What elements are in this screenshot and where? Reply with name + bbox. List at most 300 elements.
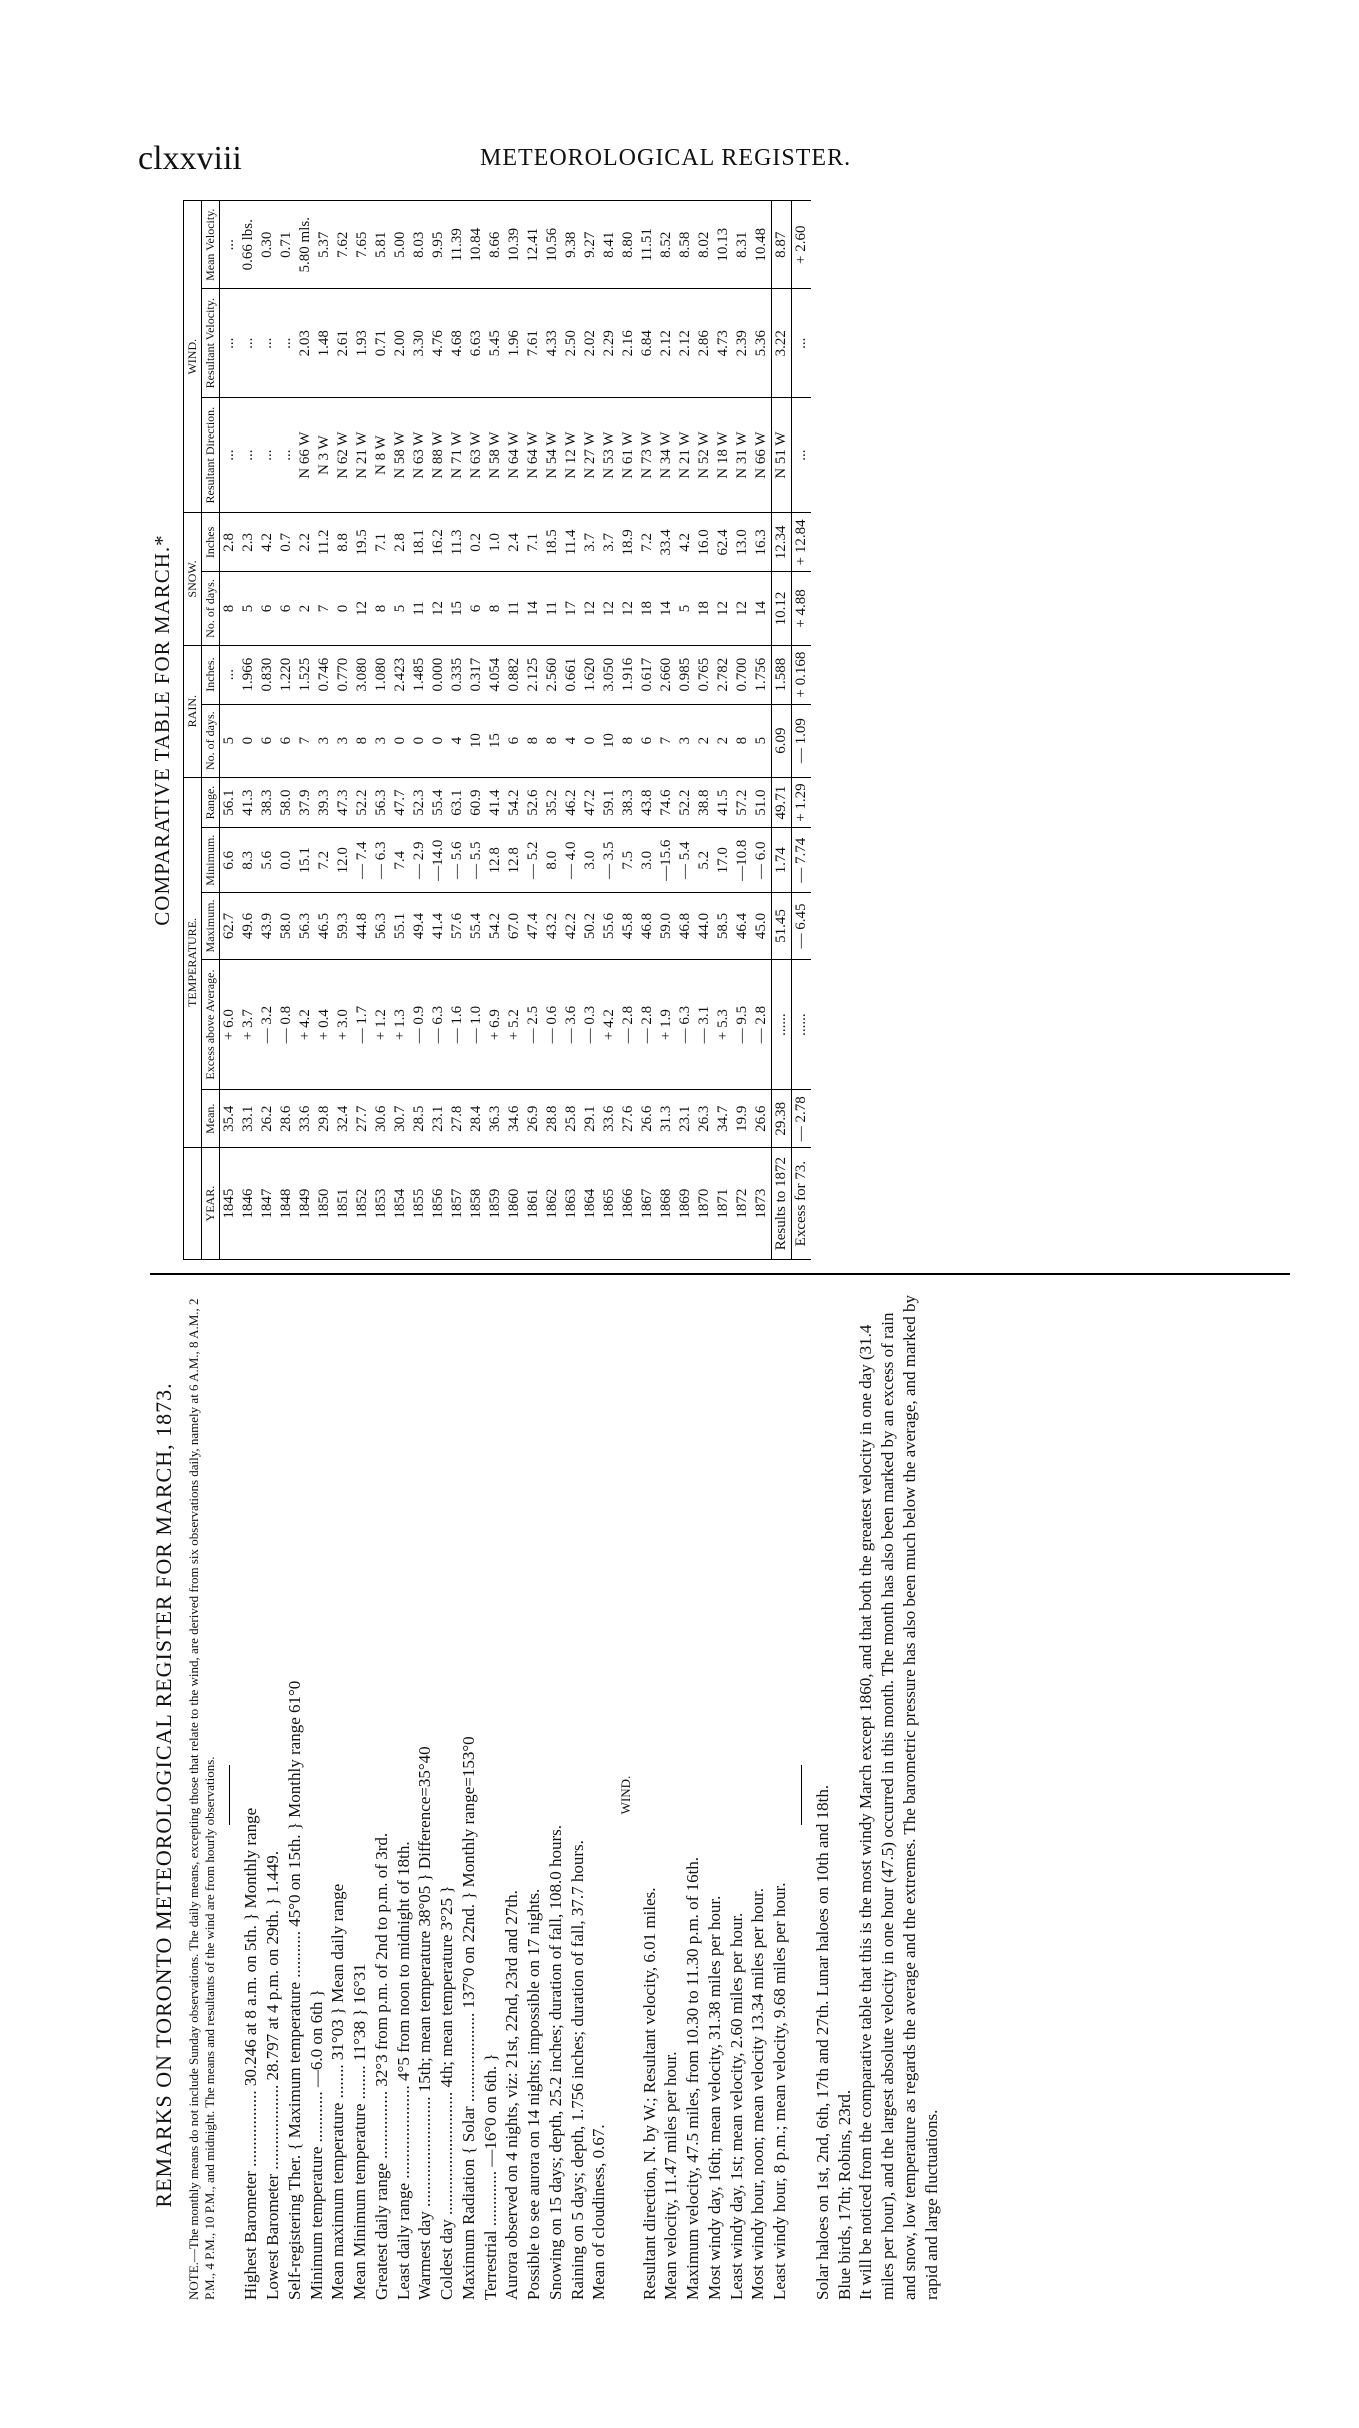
table-cell: ...... (772, 959, 792, 1089)
table-cell: 19.9 (733, 1090, 752, 1148)
table-cell: N 31 W (733, 397, 752, 512)
table-cell: 28.5 (410, 1090, 429, 1148)
table-cell: N 54 W (543, 397, 562, 512)
table-cell: 1854 (391, 1148, 410, 1260)
table-cell: 1852 (353, 1148, 372, 1260)
table-cell: 52.2 (353, 777, 372, 828)
table-cell: 29.1 (581, 1090, 600, 1148)
table-cell: 56.3 (372, 893, 391, 960)
table-cell: 11.39 (448, 201, 467, 289)
table-row (581, 201, 600, 1260)
table-cell: + 2.60 (792, 201, 812, 289)
table-cell: 5.81 (372, 201, 391, 289)
table-cell: 63.1 (448, 777, 467, 828)
table-cell: — 2.8 (752, 959, 772, 1089)
table-cell: 14 (752, 572, 772, 645)
table-cell: 0 (429, 704, 448, 777)
table-cell: 5 (239, 572, 258, 645)
table-cell: 1870 (695, 1148, 714, 1260)
table-cell: — 2.78 (792, 1090, 812, 1148)
comparative-section (150, 200, 1290, 1260)
table-cell: 1857 (448, 1148, 467, 1260)
column-header: Minimum. (202, 828, 220, 893)
table-cell: — 7.4 (353, 828, 372, 893)
group-header (184, 1148, 202, 1260)
table-row (239, 201, 258, 1260)
table-cell: 4.2 (258, 513, 277, 572)
divider (801, 1765, 802, 1825)
table-cell: 46.5 (315, 893, 334, 960)
table-cell: 3.7 (581, 513, 600, 572)
table-cell: 10.48 (752, 201, 772, 289)
table-cell: 26.2 (258, 1090, 277, 1148)
table-cell: 47.2 (581, 777, 600, 828)
table-cell: 2.03 (296, 289, 315, 397)
table-cell: 2 (296, 572, 315, 645)
summary-row (772, 201, 792, 1260)
table-cell: 0 (239, 704, 258, 777)
table-cell: + 1.29 (792, 777, 812, 828)
table-cell: 38.3 (619, 777, 638, 828)
table-cell: 5.2 (695, 828, 714, 893)
table-cell: + 6.0 (220, 959, 240, 1089)
table-row (657, 201, 676, 1260)
table-cell: 11 (410, 572, 429, 645)
table-cell: 3.22 (772, 289, 792, 397)
table-cell: 1.96 (505, 289, 524, 397)
table-cell: 1866 (619, 1148, 638, 1260)
table-cell: 2.2 (296, 513, 315, 572)
table-cell: 29.8 (315, 1090, 334, 1148)
table-cell: ... (277, 397, 296, 512)
table-cell: — 2.5 (524, 959, 543, 1089)
table-cell: N 64 W (505, 397, 524, 512)
table-cell: 8.87 (772, 201, 792, 289)
table-cell: — 3.1 (695, 959, 714, 1089)
table-cell: 52.3 (410, 777, 429, 828)
table-cell: 28.8 (543, 1090, 562, 1148)
table-cell: 29.38 (772, 1090, 792, 1148)
table-cell: 12 (581, 572, 600, 645)
table-cell: 12.0 (334, 828, 353, 893)
table-cell: ... (258, 397, 277, 512)
table-cell: 3.30 (410, 289, 429, 397)
table-cell: 6 (467, 572, 486, 645)
table-row (467, 201, 486, 1260)
table-cell: 45.0 (752, 893, 772, 960)
table-cell: 2.782 (714, 645, 733, 704)
table-row (676, 201, 695, 1260)
table-cell: 1872 (733, 1148, 752, 1260)
remark-line: Aurora observed on 4 nights, viz: 21st, 22nd, 23rd and 27th. (502, 1890, 522, 2300)
table-cell: 56.3 (372, 777, 391, 828)
table-cell: 6 (258, 572, 277, 645)
table-cell: — 6.3 (676, 959, 695, 1089)
table-cell: 2.4 (505, 513, 524, 572)
column-header: Mean Velocity. (202, 201, 220, 289)
table-cell: 58.0 (277, 777, 296, 828)
closing-paragraph: Solar haloes on 1st, 2nd, 6th, 17th and 27th. Lunar haloes on 10th and 18th. (812, 1784, 832, 2300)
table-cell: 10.56 (543, 201, 562, 289)
table-cell: 15 (448, 572, 467, 645)
table-cell: — 0.9 (410, 959, 429, 1089)
table-cell: 2.3 (239, 513, 258, 572)
table-cell: — 0.6 (543, 959, 562, 1089)
table-cell: — 6.0 (752, 828, 772, 893)
table-cell: 1.620 (581, 645, 600, 704)
table-cell: 3.0 (638, 828, 657, 893)
table-cell: 55.6 (600, 893, 619, 960)
table-cell: 1867 (638, 1148, 657, 1260)
table-cell: 46.2 (562, 777, 581, 828)
table-cell: 6 (277, 704, 296, 777)
table-cell: 1871 (714, 1148, 733, 1260)
table-cell: 18.5 (543, 513, 562, 572)
comparative-title: COMPARATIVE TABLE FOR MARCH.* (150, 534, 174, 926)
table-cell: 58.5 (714, 893, 733, 960)
wind-lines (639, 1290, 791, 2300)
table-cell: 1869 (676, 1148, 695, 1260)
column-divider (150, 1273, 1290, 1275)
remark-line: Possible to see aurora on 14 nights; impossible on 17 nights. (524, 1888, 544, 2300)
table-cell: 0.30 (258, 201, 277, 289)
table-cell: 27.8 (448, 1090, 467, 1148)
table-cell: ... (220, 201, 240, 289)
table-cell: 4.76 (429, 289, 448, 397)
table-cell: 1868 (657, 1148, 676, 1260)
table-cell: 0 (334, 572, 353, 645)
table-cell: 12 (619, 572, 638, 645)
table-cell: 7.1 (372, 513, 391, 572)
table-cell: 0.882 (505, 645, 524, 704)
table-cell: + 0.4 (315, 959, 334, 1089)
table-cell: 0.746 (315, 645, 334, 704)
table-cell: + 3.0 (334, 959, 353, 1089)
table-cell: 1847 (258, 1148, 277, 1260)
table-cell: 7.61 (524, 289, 543, 397)
table-cell: N 73 W (638, 397, 657, 512)
table-cell: N 66 W (752, 397, 772, 512)
table-cell: 1860 (505, 1148, 524, 1260)
table-cell: 8.03 (410, 201, 429, 289)
table-cell: 10.13 (714, 201, 733, 289)
table-row (315, 201, 334, 1260)
table-cell: N 66 W (296, 397, 315, 512)
table-cell: 56.1 (220, 777, 240, 828)
column-header: Resultant Velocity. (202, 289, 220, 397)
table-cell: N 62 W (334, 397, 353, 512)
table-cell: 8.3 (239, 828, 258, 893)
table-cell: 1873 (752, 1148, 772, 1260)
table-cell: + 1.9 (657, 959, 676, 1089)
column-header-row (202, 201, 220, 1260)
table-cell: 8 (619, 704, 638, 777)
table-cell: 2 (695, 704, 714, 777)
running-title: METEOROLOGICAL REGISTER. (480, 145, 852, 171)
closing-paragraph: Blue birds, 17th; Robins, 23rd. (834, 2089, 854, 2300)
table-cell: + 0.168 (792, 645, 812, 704)
table-cell: 38.3 (258, 777, 277, 828)
table-cell: 4 (562, 704, 581, 777)
table-cell: 6.63 (467, 289, 486, 397)
table-cell: 1850 (315, 1148, 334, 1260)
table-cell: 26.3 (695, 1090, 714, 1148)
remark-line: Mean of cloudiness, 0.67. (589, 2124, 609, 2300)
closing-paragraph: It will be noticed from the comparative table that this is the most windy March except 1860, and that both the greatest velocity in one day (31.4 miles per hour), and the largest absolute velocity in one hour (47.5) occurred in this month. The month has also been marked by an excess of rain and snow, low temperature as regards the average and the extremes. The barometric pressure has also been much below the average, and marked by rapid and large fluctuations. (856, 1295, 941, 2300)
column-header: Inches. (202, 645, 220, 704)
table-cell: 1863 (562, 1148, 581, 1260)
table-cell: 12 (714, 572, 733, 645)
table-cell: 0 (410, 704, 429, 777)
table-cell: N 21 W (676, 397, 695, 512)
table-cell: 17 (562, 572, 581, 645)
table-row (638, 201, 657, 1260)
table-cell: 33.1 (239, 1090, 258, 1148)
table-cell: 1856 (429, 1148, 448, 1260)
table-cell: 15.1 (296, 828, 315, 893)
table-row (714, 201, 733, 1260)
table-cell: N 64 W (524, 397, 543, 512)
table-cell: 11.4 (562, 513, 581, 572)
table-cell: 2.29 (600, 289, 619, 397)
table-cell: 5.36 (752, 289, 772, 397)
remark-line: Snowing on 15 days; depth, 25.2 inches; duration of fall, 108.0 hours. (545, 1824, 565, 2300)
table-cell: 26.6 (752, 1090, 772, 1148)
table-cell: — 2.9 (410, 828, 429, 893)
table-cell: 1.588 (772, 645, 792, 704)
table-cell: 7 (296, 704, 315, 777)
table-cell: N 53 W (600, 397, 619, 512)
table-cell: 45.8 (619, 893, 638, 960)
group-header-row (184, 201, 202, 1260)
table-cell: ... (220, 645, 240, 704)
table-cell: 55.4 (429, 777, 448, 828)
table-cell: — 6.3 (429, 959, 448, 1089)
table-cell: 1853 (372, 1148, 391, 1260)
table-cell: — 2.8 (619, 959, 638, 1089)
table-cell: 34.7 (714, 1090, 733, 1148)
table-cell: 4 (448, 704, 467, 777)
table-cell: 60.9 (467, 777, 486, 828)
table-cell: 1845 (220, 1148, 240, 1260)
table-cell: 9.95 (429, 201, 448, 289)
table-cell: 1.48 (315, 289, 334, 397)
table-cell: 26.9 (524, 1090, 543, 1148)
table-cell: 2.8 (391, 513, 410, 572)
table-row (220, 201, 240, 1260)
table-cell: — 1.09 (792, 704, 812, 777)
table-cell: 39.3 (315, 777, 334, 828)
table-cell: 0.71 (372, 289, 391, 397)
table-cell: —15.6 (657, 828, 676, 893)
table-cell: 2 (714, 704, 733, 777)
table-cell: — 5.6 (448, 828, 467, 893)
table-cell: 47.4 (524, 893, 543, 960)
table-cell: 33.6 (600, 1090, 619, 1148)
table-cell: 1855 (410, 1148, 429, 1260)
table-cell: 18 (638, 572, 657, 645)
table-cell: 26.6 (638, 1090, 657, 1148)
table-body (220, 201, 812, 1260)
table-cell: 32.4 (334, 1090, 353, 1148)
table-cell: 2.02 (581, 289, 600, 397)
table-cell: 5 (676, 572, 695, 645)
remark-line: Highest Barometer .................. 30.246 at 8 a.m. on 5th. } Monthly range (241, 1807, 261, 2300)
table-cell: ... (792, 397, 812, 512)
table-cell: 0.661 (562, 645, 581, 704)
group-header: WIND. (184, 201, 202, 513)
table-cell: 12 (353, 572, 372, 645)
remark-line: Minimum temperature ............ —6.0 on 6th } (306, 1989, 326, 2300)
table-cell: 49.6 (239, 893, 258, 960)
table-cell: 54.2 (505, 777, 524, 828)
table-cell: 62.4 (714, 513, 733, 572)
table-cell: 51.45 (772, 893, 792, 960)
table-row (391, 201, 410, 1260)
table-cell: 1859 (486, 1148, 505, 1260)
table-cell: 8 (372, 572, 391, 645)
table-cell: 12.41 (524, 201, 543, 289)
table-cell: 0.985 (676, 645, 695, 704)
table-cell: ... (258, 289, 277, 397)
table-cell: 36.3 (486, 1090, 505, 1148)
table-cell: 4.68 (448, 289, 467, 397)
table-cell: 4.73 (714, 289, 733, 397)
table-cell: 0.765 (695, 645, 714, 704)
table-cell: N 34 W (657, 397, 676, 512)
table-cell: N 3 W (315, 397, 334, 512)
table-cell: N 21 W (353, 397, 372, 512)
table-cell: N 63 W (410, 397, 429, 512)
remark-line: Raining on 5 days; depth, 1.756 inches; duration of fall, 37.7 hours. (567, 1840, 587, 2300)
table-cell: 0.770 (334, 645, 353, 704)
table-cell: 1.966 (239, 645, 258, 704)
table-cell: 4.33 (543, 289, 562, 397)
table-cell: 6 (277, 572, 296, 645)
table-cell: 2.8 (220, 513, 240, 572)
table-cell: 8 (486, 572, 505, 645)
table-cell: 43.9 (258, 893, 277, 960)
table-row (752, 201, 772, 1260)
table-cell: 41.4 (486, 777, 505, 828)
table-cell: 55.1 (391, 893, 410, 960)
column-header: No. of days. (202, 704, 220, 777)
table-cell: — 1.0 (467, 959, 486, 1089)
table-cell: 1864 (581, 1148, 600, 1260)
table-cell: 8.8 (334, 513, 353, 572)
wind-line: Most windy hour, noon; mean velocity 13.34 miles per hour. (748, 1888, 768, 2300)
table-cell: — 0.3 (581, 959, 600, 1089)
table-cell: + 3.7 (239, 959, 258, 1089)
table-cell: 6.84 (638, 289, 657, 397)
wind-line: Least windy day, 1st; mean velocity, 2.60 miles per hour. (726, 1912, 746, 2300)
table-cell: 41.5 (714, 777, 733, 828)
table-cell: 8 (524, 704, 543, 777)
table-cell: 7.65 (353, 201, 372, 289)
table-cell: 7 (657, 704, 676, 777)
table-cell: 0.830 (258, 645, 277, 704)
table-cell: 59.0 (657, 893, 676, 960)
table-cell: 44.8 (353, 893, 372, 960)
remark-line: Self-registering Ther. { Maximum temperature ........... 45°0 on 15th. } Monthly range 61°0 (284, 1680, 304, 2300)
table-cell: N 8 W (372, 397, 391, 512)
table-cell: 30.6 (372, 1090, 391, 1148)
table-cell: 12.8 (505, 828, 524, 893)
table-cell: 27.7 (353, 1090, 372, 1148)
table-cell: 47.3 (334, 777, 353, 828)
table-row (448, 201, 467, 1260)
table-cell: 57.6 (448, 893, 467, 960)
table-cell: 55.4 (467, 893, 486, 960)
table-cell: ... (277, 289, 296, 397)
table-cell: 2.00 (391, 289, 410, 397)
table-cell: 2.12 (657, 289, 676, 397)
table-row (277, 201, 296, 1260)
remark-line: Maximum Radiation { Solar ..................... 137°0 on 22nd. } Monthly range=153°0 (458, 1736, 478, 2300)
table-cell: 10.84 (467, 201, 486, 289)
table-cell: 3.050 (600, 645, 619, 704)
table-cell: ... (220, 397, 240, 512)
table-cell: 5.45 (486, 289, 505, 397)
table-cell: 3 (334, 704, 353, 777)
table-cell: 52.6 (524, 777, 543, 828)
remarks-lines (240, 1290, 610, 2300)
table-cell: 0.617 (638, 645, 657, 704)
table-cell: 46.8 (676, 893, 695, 960)
table-cell: 12 (429, 572, 448, 645)
page-number: clxxviii (138, 140, 242, 177)
table-cell: 6 (258, 704, 277, 777)
table-cell: 42.2 (562, 893, 581, 960)
table-cell: 1.485 (410, 645, 429, 704)
table-cell: 8.52 (657, 201, 676, 289)
table-cell: 16.3 (752, 513, 772, 572)
table-row (429, 201, 448, 1260)
table-cell: 8.66 (486, 201, 505, 289)
table-cell: + 5.2 (505, 959, 524, 1089)
table-cell: — 9.5 (733, 959, 752, 1089)
table-cell: 7.2 (638, 513, 657, 572)
table-cell: 1.756 (752, 645, 772, 704)
table-cell: 5.00 (391, 201, 410, 289)
table-cell: 47.7 (391, 777, 410, 828)
table-cell: ...... (792, 959, 812, 1089)
table-cell: 56.3 (296, 893, 315, 960)
table-cell: 6.6 (220, 828, 240, 893)
table-cell: — 1.6 (448, 959, 467, 1089)
column-header: No. of days. (202, 572, 220, 645)
table-row (486, 201, 505, 1260)
table-cell: 7 (315, 572, 334, 645)
table-cell: 6 (638, 704, 657, 777)
table-cell: 8 (543, 704, 562, 777)
table-cell: 8 (220, 572, 240, 645)
table-cell: 2.560 (543, 645, 562, 704)
table-cell: 52.2 (676, 777, 695, 828)
table-cell: 74.6 (657, 777, 676, 828)
table-cell: 12.34 (772, 513, 792, 572)
table-cell: 14 (657, 572, 676, 645)
table-cell: 7.62 (334, 201, 353, 289)
rotated-content (150, 200, 1290, 2300)
table-cell: 7.2 (315, 828, 334, 893)
table-cell: 0.335 (448, 645, 467, 704)
table-cell: 8.80 (619, 201, 638, 289)
table-cell: N 18 W (714, 397, 733, 512)
table-cell: 1.74 (772, 828, 792, 893)
table-cell: + 4.2 (600, 959, 619, 1089)
table-cell: 11 (543, 572, 562, 645)
